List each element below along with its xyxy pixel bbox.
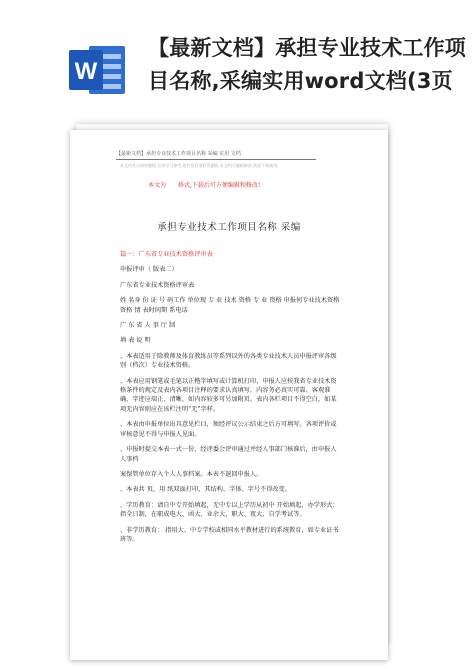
- paragraph: 案保管单位存入个人人事档案。本表不退回申报人。: [120, 470, 263, 478]
- svg-text:W: W: [74, 58, 98, 85]
- edit-notice: [148, 180, 270, 189]
- document-body: [120, 250, 342, 550]
- paragraph: 姓 名身 份 证 号 码工作 单位现 专 业 技术 资格 专 业 资格 申报何专业技术资格 资格 情 表时间期 系电话: [120, 297, 340, 314]
- paragraph: 填 表 说 明: [120, 337, 151, 345]
- word-app-icon: [67, 42, 127, 98]
- paragraph: 、非学历教育： 指用大、中专学校或相同水平教材进行的系统教育，如专业证书班等。: [120, 526, 339, 543]
- document-page: [70, 130, 388, 660]
- edit-notice-part-a: 本文为: [148, 182, 167, 189]
- paragraph: 广 东 省 人 事 厅 制: [120, 322, 176, 330]
- edit-notice-part-b: 格式,下载后可方便编辑和修改!: [177, 182, 261, 189]
- page-header: 【最新文档】承担专业技术工作项目名称 采编 实用 文档: [116, 150, 316, 160]
- document-banner: [0, 0, 474, 120]
- gray-disclaimer: 本文档来自网络整理,仅供学习参考,如有侵权请联系删除,本文档可编辑修改,欢迎下载使用。: [120, 163, 282, 168]
- document-title: 承担专业技术工作项目名称 采编: [157, 222, 301, 233]
- paragraph: 、本表应用钢笔或毛笔以正楷字填写或计算机打印，申报人应按我省专业技术资格条件的规定及表内各项目注释的要求认真填写，内容务必真实可靠、客观准确，字迹应端正、清晰，如内容较多可另加附页。表内各栏项目不得空白，如某项无内容则应在该栏注明“无”字样。: [120, 377, 337, 413]
- paragraph: 、学历教育：请自中专开始填起，无中专以上学历从初中 开始填起，办学形式：指全日制，在职成电大、函大、业余大、职大、夜大、自学考试等。: [120, 501, 339, 519]
- paragraph: 、申报时提交本表一式一份，经评委会评审通过并经人事部门核准后，由申报人人事档: [120, 446, 337, 463]
- paragraph: 申报评审（ 版表二）: [120, 266, 178, 274]
- paragraph: 广东省专业技术资格评审表: [120, 281, 195, 289]
- section-heading: 篇一：广东省专业技术资格评审表: [120, 251, 213, 258]
- banner-title: 【最新文档】承担专业技术工作项目名称,采编实用word文档(3页: [148, 36, 466, 93]
- paragraph: 、本表由申报单位出具意见栏目，须经评议公示结束之后方可填写。各项评价或审核意见不得与申报人见面。: [120, 421, 337, 438]
- paragraph: 、本表适用于除教师及体育教练员等系列以外的各类专业技术人员申报评审各级别（档次）专业技术资格。: [120, 352, 337, 370]
- paragraph: 、本表共 页，用 纸双面打印，其结构、字体、字号不得改变。: [120, 486, 291, 494]
